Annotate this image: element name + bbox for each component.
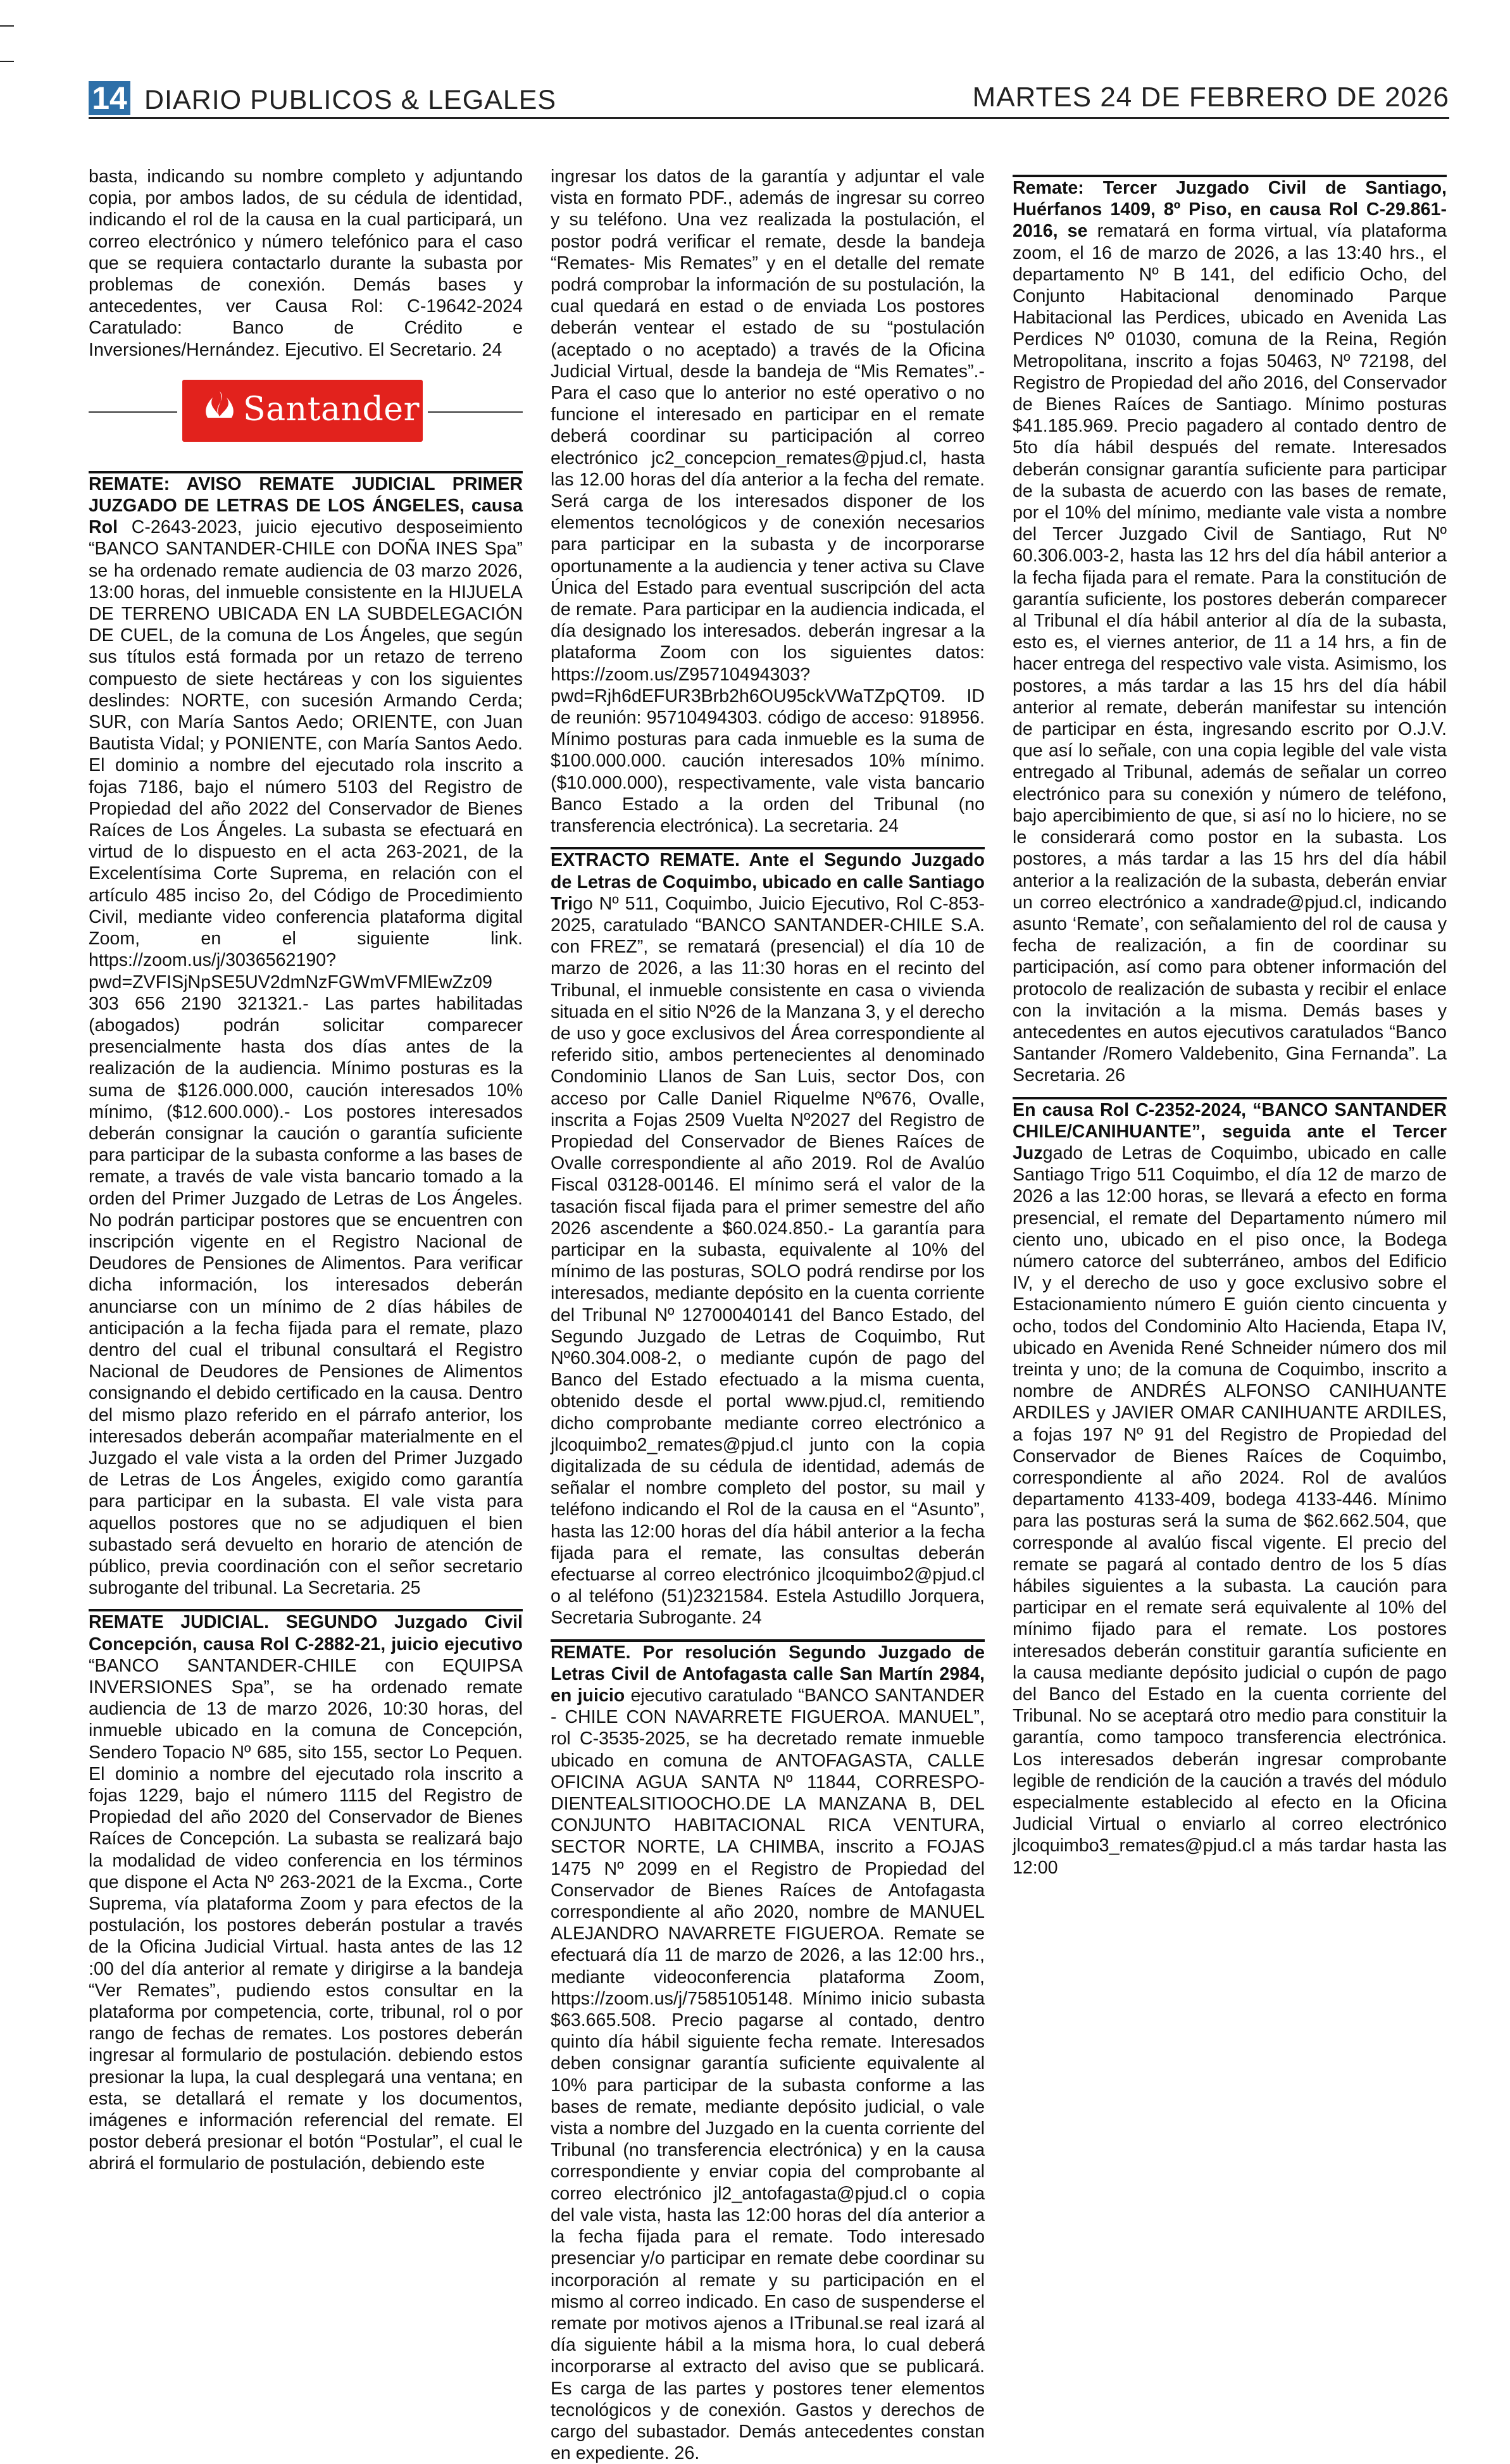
santander-logo-block: [89, 371, 523, 452]
publication-date: MARTES 24 DE FEBRERO DE 2026: [972, 82, 1449, 113]
notice-body: basta, indicando su nombre completo y adjuntando copia, por ambos lados, de su cédula de identidad, indicando el rol de la causa en la cual participará, un correo electrónico y número telefónico para el caso que se requiera contactarlo durante la subasta por problemas de conexión. Demás bases y antecedentes, ver Causa Rol: C-19642-2024 Caratulado: Banco de Crédito e Inversiones/Hernández. Ejecutivo. El Secretario. 24: [89, 166, 523, 360]
notice-remate-los-angeles: [89, 473, 523, 1599]
notice-body: rematará en forma virtual, vía plataforma zoom, el 16 de marzo de 2026, a las 13:40 hrs., el departamento Nº B 141, del edificio Ocho, del Conjunto Habitacional denominado Parque Habitacional las Perdices, ubicado en Avenida Las Perdices Nº 01030, comuna de la Reina, Región Metropolitana, inscrito a fojas 50463, Nº 72198, del Registro de Propiedad del año 2016, del Conservador de Bienes Raíces de Santiago. Mínimo posturas $41.185.969. Precio pagadero al contado dentro de 5to día hábil después del remate. Interesados deberán consignar garantía suficiente para participar de la subasta de acuerdo con las bases de remate, por el 10% del mínimo, mediante vale vista a nombre del Tercer Juzgado Civil de Santiago, Rut Nº 60.306.003-2, hasta las 12 hrs del día hábil anterior a la fecha fijada para el remate. Para la constitución de garantía suficiente, los postores deberán comparecer al Tribunal el día hábil anterior al día de la subasta, esto es, el viernes anterior, de 11 a 14 hrs, a fin de hacer entrega del respectivo vale vista. Asimismo, los postores, a más tardar a las 15 hrs del día hábil anterior al remate, deberán manifestar su intención de participar en ésta, ingresando escrito por O.J.V. que así lo señale, con una copia legible del vale vista entregado al Tribunal, además de señalar un correo electrónico para su conexión y número de teléfono, bajo apercibimiento de que, si así no lo hiciere, no se le considerará como postor en la subasta. Los postores, a más tardar a las 15 hrs del día hábil anterior a la realización de la subasta, deberán enviar un correo electrónico a xandrade@pjud.cl, indicando asunto ‘Remate’, con señalamiento del rol de causa y fecha de realización, a fin de coordinar su participación, así como para obtener información del protocolo de realización de subasta y recibir el enlace con la invitación a la misma. Demás bases y antecedentes en autos ejecutivos caratulados “Banco Santander /Romero Valdebenito, Gina Fernanda”. La Secretaria. 26: [1013, 221, 1447, 1086]
notice-remate-antofagasta: [551, 1642, 985, 2464]
notice-body: ejecutivo caratulado “BANCO SANTANDER - CHILE CON NAVARRETE FIGUEROA. MANUEL”, rol C-3535-2025, se ha decretado remate inmueble ubicado en comuna de ANTOFAGASTA, CALLE OFICINA AGUA SANTA Nº 11844, CORRESPO-DIENTEALSITIOOCHO.DE LA MANZANA B, DEL CONJUNTO HABITACIONAL RICA VENTURA, SECTOR NORTE, LA CHIMBA, inscrito a FOJAS 1475 Nº 2099 en el Registro de Propiedad del Conservador de Bienes Raíces de Antofagasta correspondiente al año 2020, nombre de MANUEL ALEJANDRO NAVARRETE FIGUEROA. Remate se efectuará día 11 de marzo de 2026, a las 12:00 hrs., mediante videoconferencia plataforma Zoom, https://zoom.us/j/7585105148. Mínimo inicio subasta $63.665.508. Precio pagarse al contado, dentro quinto día hábil siguiente fecha remate. Interesados deben consignar garantía suficiente equivalente al 10% para participar de la subasta conforme a las bases de remate, mediante depósito judicial, o vale vista a nombre del Juzgado en la cuenta corriente del Tribunal (no transferencia electrónica) y en la causa correspondiente y enviar copia del comprobante al correo electrónico jl2_antofagasta@pjud.cl o copia del vale vista, hasta las 12:00 horas del día anterior a la fecha fijada para el remate. Todo interesado presenciar y/o participar en remate debe coordinar su incorporación al remate y su participación en el mismo al correo indicado. En caso de suspenderse el remate por motivos ajenos a ITribunal.se real izará al día siguiente hábil a la misma hora, lo cual deberá incorporarse al extracto del aviso que se publicará. Es carga de las partes y postores tener elementos tecnológicos y de conexión. Gastos y derechos de cargo del subastador. Demás antecedentes constan en expediente. 26.: [551, 1685, 985, 2464]
notice-extracto-coquimbo: [551, 849, 985, 1629]
header-divider: [89, 117, 1449, 119]
notice-body: C-2643-2023, juicio ejecutivo desposeimiento “BANCO SANTANDER-CHILE con DOÑA INES Spa” se ha ordenado remate audiencia de 03 marzo 2026, 13:00 horas, del inmueble consistente en la HIJUELA DE TERRENO UBICADA EN LA SUBDELEGACIÓN DE CUEL, de la comuna de Los Ángeles, que según sus títulos está formada por un retazo de terreno compuesto de siete hectáreas y con los siguientes deslindes: NORTE, con sucesión Armando Cerda; SUR, con María Santos Aedo; ORIENTE, con Juan Bautista Vidal; y PONIENTE, con María Santos Aedo. El dominio a nombre del ejecutado rola inscrito a fojas 7186, bajo el número 5103 del Registro de Propiedad del año 2022 del Conservador de Bienes Raíces de Los Ángeles. La subasta se efectuará en virtud de lo dispuesto en el acta 263-2021, de la Excelentísima Corte Suprema, en relación con el artículo 485 inciso 2o, del Código de Procedimiento Civil, mediante video conferencia plataforma digital Zoom, en el siguiente link. https://zoom.us/j/3036562190?pwd=ZVFISjNpSE5UV2dmNzFGWmVFMlEwZz09 303 656 2190 321321.- Las partes habilitadas (abogados) podrán solicitar comparecer presencialmente hasta dos días antes de la realización de la audiencia. Mínimo posturas es la suma de $126.000.000, caución interesados 10% mínimo, ($12.600.000).- Los postores interesados deberán consignar la caución o garantía suficiente para participar de la subasta conforme a las bases de remate, a través de vale vista bancario tomado a la orden del Primer Juzgado de Letras de Los Ángeles. No podrán participar postores que se encuentren con inscripción vigente en el Registro Nacional de Deudores de Pensiones de Alimentos. Para verificar dicha información, los interesados deberán anunciarse con un mínimo de 2 días hábiles de anticipación a la fecha fijada para el remate, plazo dentro del cual el tribunal consultará el Registro Nacional de Deudores de Pensiones de Alimentos consignando el debido certificado en la causa. Dentro del mismo plazo referido en el párrafo anterior, los interesados deberán acompañar materialmente en el Juzgado el vale vista a la orden del Primer Juzgado de Letras de Los Ángeles, exigido como garantía para participar en la subasta. El vale vista para aquellos postores que no se adjudiquen el bien subastado será devuelto en horario de atención de público, previa coordinación con el señor secretario subrogante del tribunal. La Secretaria. 25: [89, 517, 523, 1599]
notice-lead: Remate: Tercer Juzgado Civil de Santiago, Huérfanos 1409, 8º Piso, en causa Rol C-29.861-2016, se: [1013, 178, 1447, 242]
logo-divider: [428, 411, 523, 413]
flame-icon: [204, 390, 235, 430]
page-number: 14: [89, 81, 130, 115]
notice-body-continued: ingresar los datos de la garantía y adjuntar el vale vista en formato PDF., además de ingresar su correo y su teléfono. Una vez realizada la postulación, el postor podrá verificar el remate, desde la bandeja “Remates- Mis Remates” y en el detalle del remate podrá comprobar la información de su postulación, la cual quedará en estad o de enviada Los postores deberán ventear el estado de su “postulación (aceptado o no aceptado) a través de la Oficina Judicial Virtual, desde la bandeja de “Mis Remates”.- Para el caso que lo anterior no esté operativo o no funcione el interesado en participar en el remate deberá coordinar su participación al correo electrónico jc2_concepcion_remates@pjud.cl, hasta las 12.00 horas del día anterior a la fecha del remate. Será carga de los interesados disponer de los elementos tecnológicos y de conexión necesarios para participar en la subasta y de incorporarse oportunamente a la audiencia y tener activa su Clave Única del Estado para eventual suscripción del acta de remate. Para participar en la audiencia indicada, el día designado los interesados. deberán ingresar a la plataforma Zoom con los siguientes datos: https://zoom.us/Z95710494303?pwd=Rjh6dEFUR3Brb2h6OU95ckVWaTZpQT09. ID de reunión: 95710494303. código de acceso: 918956. Mínimo posturas para cada inmueble es la suma de $100.000.000. caución interesados 10% mínimo. ($10.000.000), respectivamente, vale vista bancario Banco Estado a la orden del Tribunal (no transferencia electrónica). La secretaria. 24: [551, 166, 985, 837]
logo-divider: [89, 411, 177, 413]
notice-body: gado de Letras de Coquimbo, ubicado en calle Santiago Trigo 511 Coquimbo, el día 12 de marzo de 2026 a las 12:00 horas, se llevará a efecto en forma presencial, el remate del Departamento número mil ciento uno, ubicado en el piso once, la Bodega número catorce del subterráneo, ambos del Edificio IV, y el derecho de uso y goce exclusivo sobre el Estacionamiento número E guión ciento cincuenta y ocho, todos del Condominio Alto Hacienda, Etapa IV, ubicado en Avenida René Schneider número dos mil treinta y uno; de la comuna de Coquimbo, inscrito a nombre de ANDRÉS ALFONSO CANIHUANTE ARDILES y JAVIER OMAR CANIHUANTE ARDILES, a fojas 197 Nº 91 del Registro de Propiedad del Conservador de Bienes Raíces de Coquimbo, correspondiente al año 2024. Rol de avalúos departamento 4133-409, bodega 4133-446. Mínimo para las posturas será la suma de $62.662.504, que corresponde al avalúo fiscal vigente. El precio del remate se pagará al contado dentro de los 5 días hábiles siguientes a la subasta. La caución para participar en el remate será equivalente al 10% del mínimo fijado para el remate. Los postores interesados deberán constituir garantía suficiente en la causa mediante depósito judicial o cupón de pago del Banco del Estado en la cuenta corriente del Tribunal. No se aceptará otro medio para constituir la garantía, como tampoco transferencia electrónica. Los interesados deberán ingresar comprobante legible de rendición de la caución a través del módulo especialmente establecido al efecto en la Oficina Judicial Virtual o enviarlo al correo electrónico jlcoquimbo3_remates@pjud.cl a más tardar hasta las 12:00: [1013, 1142, 1447, 1878]
column-flow: [551, 166, 985, 2464]
notice-remate-santiago: [1013, 177, 1447, 1087]
crop-mark: [0, 25, 14, 27]
notice-body: “BANCO SANTANDER-CHILE con EQUIPSA INVERSIONES Spa”, se ha ordenado remate audiencia de 13 de marzo 2026, 10:30 horas, del inmueble ubicado en la comuna de Concepción, Sendero Topacio Nº 685, sito 155, sector Lo Pequen. El dominio a nombre del ejecutado rola inscrito a fojas 1229, bajo el número 1115 del Registro de Propiedad del año 2020 del Conservador de Bienes Raíces de Concepción. La subasta se realizará bajo la modalidad de video conferencia en los términos que dispone el Acta Nº 263-2021 de la Excma., Corte Suprema, vía plataforma Zoom y para efectos de la postulación, los postores deberán postular a través de la Oficina Judicial Virtual. hasta antes de las 12 :00 del día anterior al remate y dirigirse a la bandeja “Ver Remates”, pudiendo estos consultar en la plataforma por competencia, corte, tribunal, rol o por rango de fechas de remates. Los postores deberán ingresar al formulario de postulación. debiendo estos presionar la lupa, la cual desplegará una ventana; en esta, se detallará el remate y los documentos, imágenes e información referencial del remate. El postor deberá presionar el botón “Postular”, el cual le abrirá el formulario de postulación, debiendo este: [89, 1655, 523, 2174]
column-3: [1013, 166, 1447, 2198]
notice-remate-concepcion: [89, 1611, 523, 2174]
page-header: [89, 81, 1449, 119]
notice-continuation: [89, 166, 523, 361]
column-2: [551, 166, 985, 2464]
column-1: [89, 166, 523, 2198]
crop-mark: [0, 61, 14, 62]
notice-remate-coquimbo-canihuante: [1013, 1099, 1447, 1879]
santander-logo: [182, 380, 423, 442]
notice-lead: En causa Rol C-2352-2024, “BANCO SANTANDER CHILE/CANIHUANTE”, seguida ante el Tercer Juz: [1013, 1099, 1447, 1163]
notice-remate-concepcion-continued: [551, 166, 985, 837]
publication-name: DIARIO PUBLICOS & LEGALES: [144, 85, 557, 115]
notice-body: go Nº 511, Coquimbo, Juicio Ejecutivo, Rol C-853-2025, caratulado “BANCO SANTANDER-CHILE S.A. con FREZ”, se rematará (presencial) el día 10 de marzo de 2026, a las 11:30 horas en el recinto del Tribunal, el inmueble consistente en casa o vivienda situada en el sitio Nº26 de la Manzana 3, y el derecho de uso y goce exclusivos del Área correspondiente al referido sitio, ambos pertenecientes al denominado Condominio Llanos de San Luis, sector Dos, con acceso por Calle Daniel Riquelme Nº676, Ovalle, inscrita a Fojas 2509 Vuelta Nº2027 del Registro de Propiedad del Conservador de Bienes Raíces de Ovalle correspondiente al año 2019. Rol de Avalúo Fiscal 03128-00146. El mínimo será el valor de la tasación fiscal fijada para el primer semestre del año 2026 ascendente a $60.024.850.- La garantía para participar en la subasta, equivalente al 10% del mínimo de las posturas, SOLO podrá rendirse por los interesados, mediante depósito en la cuenta corriente del Tribunal Nº 12700040141 del Banco Estado, del Segundo Juzgado de Letras de Coquimbo, Rut Nº60.304.008-2, o mediante cupón de pago del Banco del Estado efectuado a la misma cuenta, obtenido desde el portal www.pjud.cl, remitiendo dicho comprobante mediante correo electrónico a jlcoquimbo2_remates@pjud.cl junto con la copia digitalizada de su cédula de identidad, además de señalar el nombre completo del postor, su mail y teléfono indicando el Rol de la causa en el “Asunto”, hasta las 12:00 horas del día hábil anterior a la fecha fijada para el remate, las consultas deberán efectuarse al correo electrónico jlcoquimbo2@pjud.cl o al teléfono (51)2321584. Estela Astudillo Jorquera, Secretaria Subrogante. 24: [551, 893, 985, 1629]
notice-lead: REMATE: AVISO REMATE JUDICIAL PRIMER JUZGADO DE LETRAS DE LOS ÁNGELES, causa Rol: [89, 473, 523, 538]
notice-lead: REMATE JUDICIAL. SEGUNDO Juzgado Civil Concepción, causa Rol C-2882-21, juicio ejecutivo: [89, 1612, 523, 1654]
logo-text: Santander: [243, 390, 420, 428]
notice-lead: EXTRACTO REMATE. Ante el Segundo Juzgado de Letras de Coquimbo, ubicado en calle Santiago Tri: [551, 850, 985, 914]
notice-lead: REMATE. Por resolución Segundo Juzgado de Letras Civil de Antofagasta calle San Martín 2984, en juicio: [551, 1642, 985, 1706]
